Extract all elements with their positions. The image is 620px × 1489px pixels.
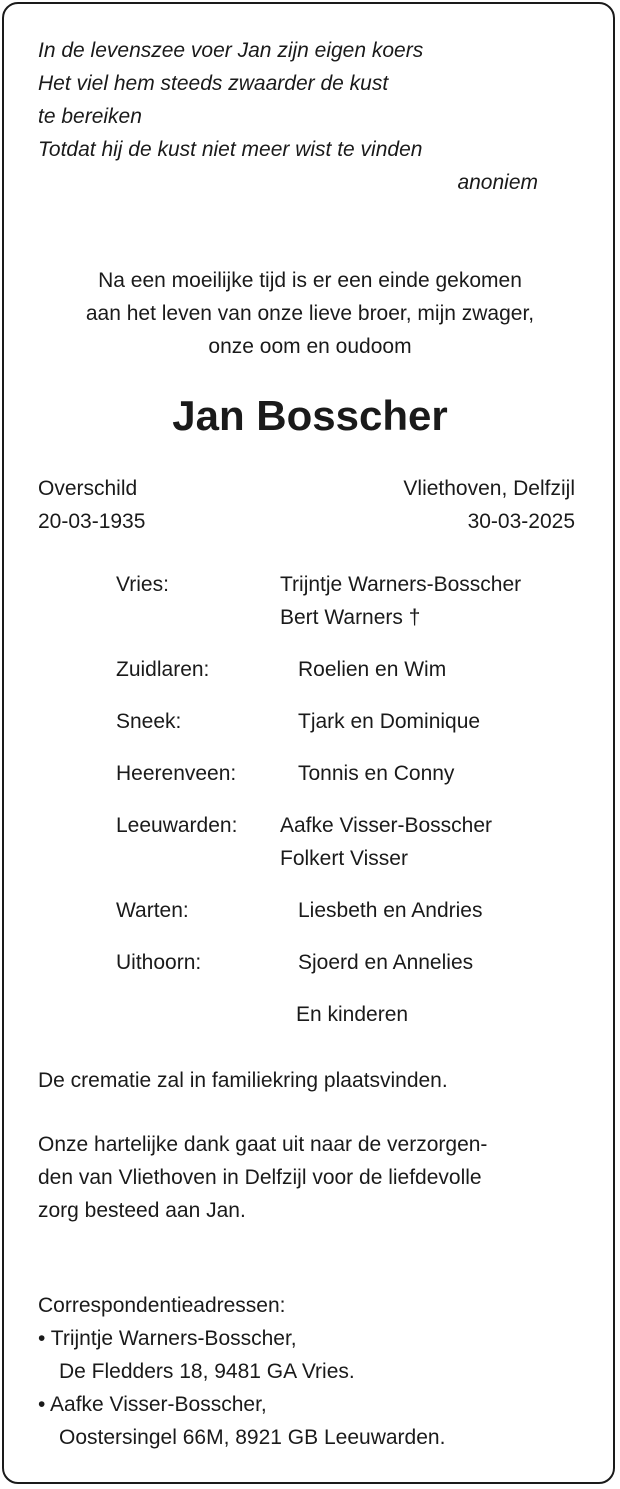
family-row [116,757,586,790]
family-row [116,568,586,634]
family-row [116,809,586,875]
address-name: • Aafke Visser-Bosscher, [38,1393,267,1416]
children-line: En kinderen [296,1003,409,1026]
family-name: Aafke Visser-Bosscher [280,814,493,837]
birth-date: 20-03-1935 [38,510,146,533]
family-row [116,705,586,738]
family-name: Tjark en Dominique [298,710,481,733]
cremation-text: De crematie zal in familiekring plaatsvinden. [38,1069,448,1092]
family-name: Trijntje Warners-Bosscher [280,573,522,596]
family-row [116,653,586,686]
address-street: Oostersingel 66M, 8921 GB Leeuwarden. [59,1426,446,1449]
poem-line: Totdat hij de kust niet meer wist te vinden [38,138,423,161]
address-item [38,1388,583,1454]
life-dates [38,472,575,538]
family-place: Vries: [116,573,169,596]
family-list [116,568,586,1031]
thanks-line: zorg besteed aan Jan. [38,1199,246,1222]
thanks-line: den van Vliethoven in Delfzijl voor de liefdevolle [38,1166,482,1189]
family-names [116,568,586,634]
correspondence-heading: Correspondentieadressen: [38,1294,286,1317]
family-row [116,894,586,927]
family-name: Bert Warners † [280,606,421,629]
family-place: Uithoorn: [116,951,202,974]
intro-line: onze oom en oudoom [208,335,412,358]
family-name: Roelien en Wim [298,658,447,681]
correspondence [38,1289,583,1454]
family-row [116,946,586,979]
poem-line: Het viel hem steeds zwaarder de kust [38,72,389,95]
address-name: • Trijntje Warners-Bosscher, [38,1327,297,1350]
address-item [38,1322,583,1388]
death-date: 30-03-2025 [467,510,575,533]
thanks-text [38,1128,583,1227]
death-place: Vliethoven, Delfzijl [403,477,575,500]
intro-line: Na een moeilijke tijd is er een einde gekomen [98,269,522,292]
deceased-name: Jan Bosscher [172,392,448,439]
family-place: Warten: [116,899,189,922]
poem-line: In de levenszee voer Jan zijn eigen koers [38,39,424,62]
poem-line: te bereiken [38,105,142,128]
family-place: Leeuwarden: [116,814,238,837]
address-street: De Fledders 18, 9481 GA Vries. [59,1360,355,1383]
intro-line: aan het leven van onze lieve broer, mijn zwager, [85,302,535,325]
family-place: Zuidlaren: [116,658,210,681]
family-name: Folkert Visser [280,847,408,870]
family-place: Heerenveen: [116,762,237,785]
family-names [116,705,586,738]
family-name: Liesbeth en Andries [298,899,483,922]
family-name: Sjoerd en Annelies [298,951,474,974]
birth-place: Overschild [38,477,138,500]
cremation-notice [38,1064,583,1097]
poem [38,34,538,199]
thanks-line: Onze hartelijke dank gaat uit naar de verzorgen- [38,1133,488,1156]
family-name: Tonnis en Conny [298,762,455,785]
poem-author: anoniem [457,171,538,194]
intro-text [20,264,600,363]
family-place: Sneek: [116,710,182,733]
